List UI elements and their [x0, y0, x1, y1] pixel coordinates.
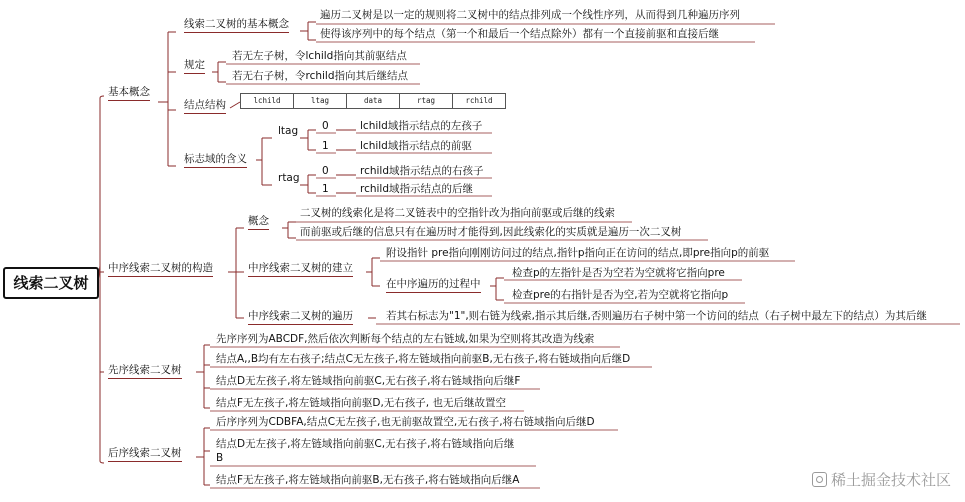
topic-postorder: 后序线索二叉树: [108, 447, 182, 462]
ltag-zero-desc: lchild域指示结点的左孩子: [360, 120, 483, 132]
inorder-concept-item-1: 二叉树的线索化是将二叉链表中的空指针改为指向前驱或后继的线索: [300, 207, 615, 219]
root-topic: 线索二叉树: [3, 267, 99, 299]
cell-rtag: rtag: [400, 94, 453, 108]
postorder-item-2: 结点D无左孩子,将左链域指向前驱C,无右孩子,将右链域指向后继: [216, 438, 515, 450]
wire-inorder-trunk: [228, 228, 244, 318]
wire-concept-items: [300, 22, 316, 40]
watermark: [812, 469, 951, 490]
subtopic-node-structure: 结点结构: [184, 99, 226, 114]
inorder-concept-item-2: 而前驱或后继的信息只有在遍历时才能得到,因此线索化的实质就是遍历一次二叉树: [300, 226, 682, 238]
subtopic-inorder-traverse: 中序线索二叉树的遍历: [248, 310, 353, 325]
wire-root-basic: [100, 96, 104, 98]
ltag-one: 1: [322, 140, 329, 152]
cell-ltag: ltag: [294, 94, 347, 108]
watermark-text: 稀土掘金技术社区: [830, 471, 951, 489]
subtopic-inorder-concept: 概念: [248, 215, 269, 230]
cell-lchild: lchild: [241, 94, 294, 108]
ltag-one-desc: lchild域指示结点的前驱: [360, 140, 472, 152]
build-process-label: 在中序遍历的过程中: [386, 278, 481, 293]
definition-item-1: 遍历二叉树是以一定的规则将二叉树中的结点排列成一个线性序列，从而得到几种遍历序列: [320, 9, 740, 21]
subtopic-inorder-build: 中序线索二叉树的建立: [248, 262, 353, 277]
cell-data: data: [347, 94, 400, 108]
build-process-item-1: 检查p的左指针是否为空若为空就将它指向pre: [512, 267, 725, 279]
watermark-logo-icon: [812, 472, 827, 487]
rule-item-1: 若无左子树，令lchild指向其前驱结点: [232, 50, 407, 62]
wire-build-process: [490, 278, 504, 300]
wire-preorder: [196, 345, 210, 408]
rtag-zero: 0: [322, 165, 329, 177]
preorder-item-1: 先序序列为ABCDF,然后依次判断每个结点的左右链域,如果为空则将其改造为线索: [216, 333, 595, 345]
wire-postorder: [196, 428, 210, 485]
ltag-zero: 0: [322, 120, 329, 132]
topic-basic-concepts: 基本概念: [108, 86, 150, 101]
postorder-item-2-wrap: B: [216, 452, 224, 464]
rtag-label: rtag: [278, 172, 300, 184]
preorder-item-4: 结点F无左孩子,将左链域指向前驱D,无右孩子, 也无后继故置空: [216, 397, 506, 409]
wire-root-postorder: [100, 461, 104, 463]
postorder-item-3: 结点F无左孩子,将左链域指向前驱B,无右孩子,将右链域指向后继A: [216, 474, 520, 486]
node-structure-table: [240, 93, 506, 109]
rule-item-2: 若无右子树，令rchild指向其后继结点: [232, 70, 409, 82]
rtag-one-desc: rchild域指示结点的后继: [360, 183, 474, 195]
cell-rchild: rchild: [465, 96, 493, 105]
wire-ltag-items: [300, 130, 316, 150]
wire-inorder-concept: [282, 222, 296, 238]
wire-rule-items: [212, 62, 226, 82]
wire-rtag-items: [300, 175, 316, 193]
subtopic-rules: 规定: [184, 59, 205, 74]
subtopic-basic-definition: 线索二叉树的基本概念: [184, 18, 289, 33]
topic-inorder: 中序线索二叉树的构造: [108, 262, 213, 277]
subtopic-flag-meaning: 标志域的含义: [184, 153, 247, 168]
topic-preorder: 先序线索二叉树: [108, 364, 182, 379]
traverse-description: 若其右标志为"1",则右链为线索,指示其后继,否则遍历右子树中第一个访问的结点（右子树中最左下的结点）为其后继: [386, 310, 927, 322]
build-process-item-2: 检查pre的右指针是否为空,若为空就将它指向p: [512, 289, 729, 301]
rtag-zero-desc: rchild域指示结点的右孩子: [360, 165, 484, 177]
wire-flag-items: [256, 138, 272, 185]
build-assumption: 附设指针 pre指向刚刚访问过的结点,指针p指向正在访问的结点,即pre指向p的前驱: [386, 247, 770, 259]
preorder-item-3: 结点D无左孩子,将左链域指向前驱C,无右孩子,将右链域指向后继F: [216, 375, 521, 387]
wire-struct-box: [230, 102, 240, 108]
ltag-label: ltag: [278, 125, 299, 137]
definition-item-2: 使得该序列中的每个结点（第一个和最后一个结点除外）都有一个直接前驱和直接后继: [320, 28, 719, 40]
wire-build: [366, 258, 380, 286]
postorder-item-1: 后序序列为CDBFA,结点C无左孩子,也无前驱故置空,无右孩子,将右链域指向后继D: [216, 416, 595, 428]
wire-tag-desc: [336, 130, 356, 193]
preorder-item-2: 结点A,,B均有左右孩子;结点C无左孩子,将左链域指向前驱B,无右孩子,将右链域指向后继D: [216, 353, 631, 365]
rtag-one: 1: [322, 183, 329, 195]
